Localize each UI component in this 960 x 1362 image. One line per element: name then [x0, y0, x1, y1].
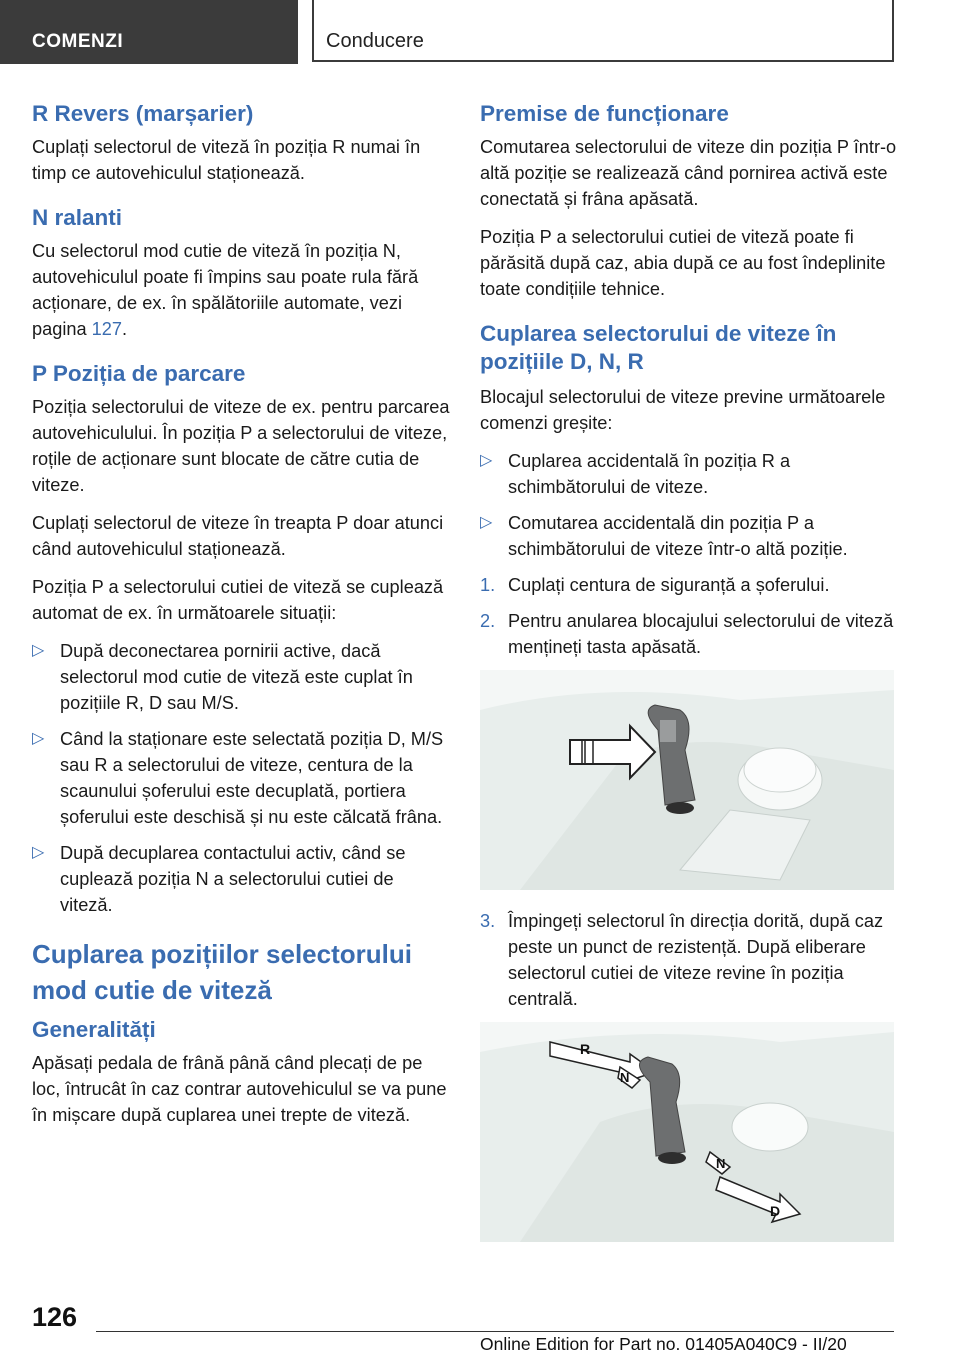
list-item	[480, 510, 898, 562]
position-label-n-upper: N	[620, 1070, 630, 1085]
list-item-text: După deconectarea pornirii active, dacă selectorul mod cutie de viteză este cuplat în pozițiile R, D sau M/S.	[60, 641, 413, 713]
gear-selector-positions-figure	[480, 1022, 894, 1242]
triangle-bullet-icon: ▷	[480, 452, 493, 469]
general-heading: Generalități	[32, 1017, 156, 1042]
step-number: 1.	[480, 575, 496, 595]
neutral-heading: N ralanti	[32, 205, 123, 230]
reverse-heading: R Revers (marșarier)	[32, 101, 254, 126]
page-number: 126	[32, 1302, 78, 1332]
park-text-3: Poziția P a selectorului cutiei de viteză se cuplează automat de ex. în următoarele situații:	[32, 577, 444, 623]
neutral-section	[32, 204, 450, 342]
list-item-text: După decuplarea contactului activ, când se cuplează poziția N a selectorului cutiei de viteză.	[60, 843, 406, 915]
position-label-r: R	[580, 1041, 591, 1057]
triangle-bullet-icon: ▷	[32, 642, 45, 659]
dnr-section	[480, 320, 898, 1242]
list-item-text: Comutarea accidentală din poziția P a schimbătorului de viteze într-o altă poziție.	[508, 513, 848, 559]
step-item	[480, 572, 898, 598]
triangle-bullet-icon: ▷	[32, 730, 45, 747]
chapter-title: COMENZI	[32, 31, 124, 52]
park-text-1: Poziția selectorului de viteze de ex. pentru parcarea autovehiculului. În poziția P a selectorului de viteze, roțile de acționare sunt blocate de către cutia de viteze.	[32, 397, 450, 495]
neutral-text-end: .	[122, 319, 128, 339]
reverse-text: Cuplați selectorul de viteză în poziția R numai în timp ce autovehiculul staționează.	[32, 137, 421, 183]
page-footer	[0, 1300, 960, 1362]
general-text: Apăsați pedala de frână până când plecați de pe loc, întrucât în caz contrar autovehiculul se va pune în mișcare după cuplarea unei trepte de viteză.	[32, 1053, 447, 1125]
gear-selector-button-figure	[480, 670, 894, 890]
dnr-text: Blocajul selectorului de viteze previne următoarele comenzi greșite:	[480, 387, 886, 433]
step-number: 2.	[480, 611, 496, 631]
park-text-2: Cuplați selectorul de viteze în treapta P doar atunci când autovehiculul staționează.	[32, 513, 444, 559]
engage-heading: Cuplarea pozițiilor selectorului mod cutie de viteză	[32, 939, 412, 1005]
page-header	[0, 0, 960, 66]
reverse-section	[32, 100, 450, 186]
step-text: Cuplați centura de siguranță a șoferului.	[508, 575, 830, 595]
chapter-tab	[0, 0, 298, 64]
neutral-text	[32, 238, 450, 342]
section-tab	[312, 0, 894, 62]
list-item	[480, 448, 898, 500]
steps-list-a	[480, 572, 898, 660]
edition-text: Online Edition for Part no. 01405A040C9 - II/20	[480, 1334, 847, 1354]
list-item	[32, 726, 450, 830]
step-item	[480, 908, 898, 1012]
triangle-bullet-icon: ▷	[480, 514, 493, 531]
prereq-section	[480, 100, 898, 302]
prereq-text-1: Comutarea selectorului de viteze din poziția P într-o altă poziție se realizează când pornirea activă este conectată și frâna apăsată.	[480, 137, 897, 209]
prereq-heading: Premise de funcționare	[480, 101, 729, 126]
position-label-n-lower: N	[716, 1156, 726, 1171]
steps-list-b	[480, 908, 898, 1012]
left-column	[32, 100, 450, 1146]
position-label-d: D	[770, 1203, 781, 1219]
prereq-text-2: Poziția P a selectorului cutiei de viteză poate fi părăsită după caz, abia după ce au fost îndeplinite toate condițiile tehnice.	[480, 227, 886, 299]
right-column	[480, 100, 898, 1260]
triangle-bullet-icon: ▷	[32, 844, 45, 861]
step-text: Împingeți selectorul în direcția dorită, după caz peste un punct de rezistență. După eliberare selectorul cutiei de viteze revine în poziția centrală.	[508, 911, 884, 1009]
neutral-text-body: Cu selectorul mod cutie de viteză în poziția N, autovehiculul poate fi împins sau poate rula fără acționare, de ex. în spălătoriile automate, vezi pagina	[32, 241, 419, 339]
engage-section	[32, 936, 450, 1128]
park-list	[32, 638, 450, 918]
dnr-list	[480, 448, 898, 562]
step-number: 3.	[480, 911, 496, 931]
park-section	[32, 360, 450, 918]
list-item	[32, 840, 450, 918]
page-link[interactable]: 127	[91, 319, 123, 339]
section-title: Conducere	[326, 30, 424, 52]
step-text: Pentru anularea blocajului selectorului de viteză mențineți tasta apăsată.	[508, 611, 894, 657]
dnr-heading: Cuplarea selectorului de viteze în pozițiile D, N, R	[480, 321, 837, 374]
step-item	[480, 608, 898, 660]
park-heading: P Poziția de parcare	[32, 361, 246, 386]
list-item-text: Cuplarea accidentală în poziția R a schimbătorului de viteze.	[508, 451, 791, 497]
footer-divider	[96, 1331, 894, 1332]
list-item-text: Când la staționare este selectată poziția D, M/S sau R a selectorului de viteze, centura de la scaunului șoferului este decuplată, portiera șoferului este deschisă și nu este călcată frâna.	[60, 729, 444, 827]
list-item	[32, 638, 450, 716]
